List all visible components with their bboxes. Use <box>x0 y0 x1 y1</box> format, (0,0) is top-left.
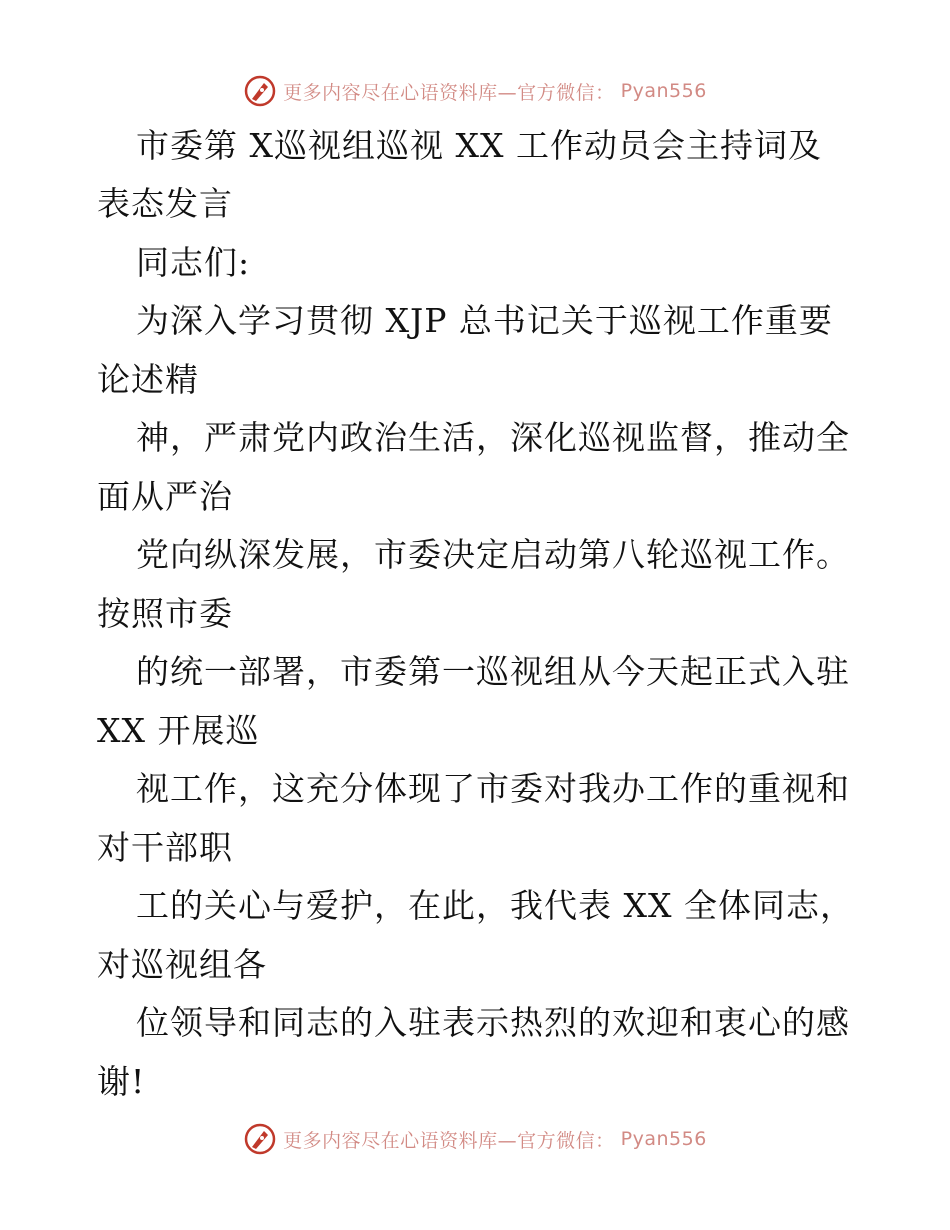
paragraph-line: 视工作，这充分体现了市委对我办工作的重视和 <box>136 769 850 808</box>
footer-watermark <box>0 1119 950 1159</box>
salutation: 同志们: <box>136 243 251 282</box>
paragraph-line: 面从严治 <box>97 477 233 516</box>
pen-nib-logo-icon <box>243 1122 277 1156</box>
paragraph-line: 神，严肃党内政治生活，深化巡视监督，推动全 <box>136 418 850 457</box>
title-line-1: 市委第 X巡视组巡视 XX 工作动员会主持词及 <box>136 126 822 165</box>
paragraph-line: 对干部职 <box>97 828 233 867</box>
paragraph-line: 论述精 <box>97 360 199 399</box>
watermark-handle: Pyan556 <box>620 1128 707 1150</box>
paragraph-line: 工的关心与爱护，在此，我代表 XX 全体同志， <box>136 886 854 925</box>
paragraph-line: 的统一部署，市委第一巡视组从今天起正式入驻 <box>136 652 850 691</box>
paragraph-line: 谢! <box>97 1062 146 1101</box>
paragraph-line: XX 开展巡 <box>97 711 260 750</box>
paragraph-line: 按照市委 <box>97 594 233 633</box>
watermark-text: 更多内容尽在心语资料库—官方微信： <box>283 1129 615 1152</box>
paragraph-line: 党向纵深发展，市委决定启动第八轮巡视工作。 <box>136 535 850 574</box>
title-line-2: 表态发言 <box>97 184 233 223</box>
watermark-handle: Pyan556 <box>620 80 707 102</box>
pen-nib-logo-icon <box>243 74 277 108</box>
paragraph-line: 对巡视组各 <box>97 945 267 984</box>
header-watermark <box>0 71 950 111</box>
watermark-text: 更多内容尽在心语资料库—官方微信： <box>283 81 615 104</box>
paragraph-line: 为深入学习贯彻 XJP 总书记关于巡视工作重要 <box>136 301 833 340</box>
paragraph-line: 位领导和同志的入驻表示热烈的欢迎和衷心的感 <box>136 1003 850 1042</box>
